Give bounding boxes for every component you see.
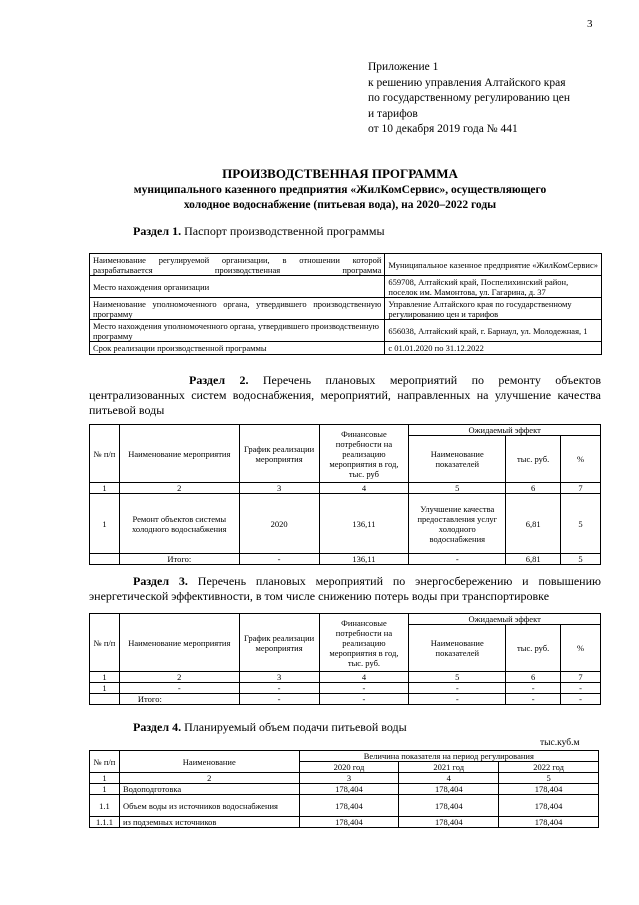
page-number: 3	[587, 18, 593, 30]
header-schedule: График реализации мероприятия	[239, 425, 319, 483]
row-value-2020: 178,404	[299, 817, 399, 828]
table-row	[90, 683, 601, 694]
column-number: 6	[506, 672, 561, 683]
column-number: 5	[409, 483, 506, 494]
header-effect: Ожидаемый эффект	[409, 425, 601, 436]
table-row	[90, 298, 602, 320]
passport-value: Управление Алтайского края по государственному регулированию цен и тарифов	[385, 298, 602, 320]
passport-name: Место нахождения организации	[90, 276, 385, 298]
column-number: 7	[561, 672, 601, 683]
column-number: 4	[399, 773, 499, 784]
document-title: ПРОИЗВОДСТВЕННАЯ ПРОГРАММА	[222, 166, 458, 181]
water-supply-volume-table	[89, 750, 599, 828]
energy-measures-table	[89, 613, 601, 705]
row-name: Ремонт объектов системы холодного водоснабжения	[119, 494, 239, 554]
section1-heading	[133, 224, 385, 239]
section2-label: Раздел 2.	[189, 373, 249, 387]
appendix-line: и тарифов	[368, 107, 418, 120]
passport-value: Муниципальное казенное предприятие «ЖилКомСервис»	[385, 254, 602, 276]
column-number: 4	[319, 672, 409, 683]
table-row	[90, 254, 602, 276]
appendix-line: от 10 декабря 2019 года № 441	[368, 123, 518, 135]
total-schedule: -	[239, 554, 319, 565]
column-number: 5	[499, 773, 599, 784]
row-num: 1.1	[90, 795, 120, 817]
column-number-row	[90, 773, 599, 784]
total-row	[90, 694, 601, 705]
row-effect-pct: 5	[561, 494, 601, 554]
header-name: Наименование мероприятия	[119, 614, 239, 672]
column-number: 1	[90, 773, 120, 784]
row-schedule: 2020	[239, 494, 319, 554]
passport-value: 659708, Алтайский край, Поспелихинский район, поселок им. Мамонтова, ул. Гагарина, д. 37	[385, 276, 602, 298]
header-name: Наименование	[119, 751, 299, 773]
column-number: 1	[90, 483, 120, 494]
subtitle-line-2: холодное водоснабжение (питьевая вода), на 2020–2022 годы	[183, 199, 497, 211]
section4-text: Планируемый объем подачи питьевой воды	[184, 720, 407, 734]
header-year-2020: 2020 год	[299, 762, 399, 773]
column-number: 3	[239, 483, 319, 494]
header-effect-pct: %	[561, 625, 601, 672]
column-number: 4	[319, 483, 409, 494]
column-number: 2	[119, 672, 239, 683]
total-effect-pct: 5	[561, 554, 601, 565]
row-value-2021: 178,404	[399, 795, 499, 817]
total-effect-rub: 6,81	[506, 554, 561, 565]
total-label: Итого:	[119, 694, 239, 705]
header-name: Наименование мероприятия	[119, 425, 239, 483]
appendix-line: к решению управления Алтайского края	[368, 76, 566, 89]
section4-heading	[133, 720, 407, 735]
header-num: № п/п	[90, 614, 120, 672]
row-name: Водоподготовка	[119, 784, 299, 795]
row-finance: 136,11	[319, 494, 409, 554]
header-num: № п/п	[90, 751, 120, 773]
header-year-2021: 2021 год	[399, 762, 499, 773]
table-row	[90, 342, 602, 355]
subtitle-line-1: муниципального казенного предприятия «ЖилКомСервис», осуществляющего	[133, 184, 547, 196]
header-effect-rub: тыс. руб.	[506, 436, 561, 483]
total-effect-name: -	[409, 554, 506, 565]
row-effect-name: -	[409, 683, 506, 694]
column-number: 6	[506, 483, 561, 494]
column-number: 2	[119, 773, 299, 784]
section3-heading	[89, 574, 601, 604]
row-value-2021: 178,404	[399, 784, 499, 795]
appendix-block	[368, 60, 570, 138]
total-row	[90, 554, 601, 565]
repair-measures-table	[89, 424, 601, 565]
row-value-2022: 178,404	[499, 784, 599, 795]
header-effect: Ожидаемый эффект	[409, 614, 601, 625]
passport-name: Наименование регулируемой организации, в отношении которой разрабатывается производственная программа	[90, 254, 385, 276]
section2-text: Перечень плановых мероприятий по ремонту объектов централизованных систем водоснабжения, мероприятий, направленных на улучшение качества питьевой воды	[89, 373, 601, 417]
row-num: 1.1.1	[90, 817, 120, 828]
total-effect-name: -	[409, 694, 506, 705]
section3-label: Раздел 3.	[133, 574, 188, 588]
total-finance: 136,11	[319, 554, 409, 565]
total-finance: -	[319, 694, 409, 705]
header-year-2022: 2022 год	[499, 762, 599, 773]
appendix-line: Приложение 1	[368, 61, 439, 73]
passport-value: с 01.01.2020 по 31.12.2022	[385, 342, 602, 355]
header-effect-rub: тыс. руб.	[506, 625, 561, 672]
row-num: 1	[90, 784, 120, 795]
column-number: 5	[409, 672, 506, 683]
total-effect-rub: -	[506, 694, 561, 705]
table-row	[90, 817, 599, 828]
table-row	[90, 320, 602, 342]
section2-heading	[89, 373, 601, 418]
table-row	[90, 784, 599, 795]
header-effect-name: Наименование показателей	[409, 436, 506, 483]
header-effect-name: Наименование показателей	[409, 625, 506, 672]
column-number: 2	[119, 483, 239, 494]
document-subtitle	[60, 183, 620, 213]
header-period: Величина показателя на период регулирования	[299, 751, 598, 762]
section4-label: Раздел 4.	[133, 720, 182, 734]
column-number-row	[90, 483, 601, 494]
row-finance: -	[319, 683, 409, 694]
row-effect-name: Улучшение качества предоставления услуг холодного водоснабжения	[409, 494, 506, 554]
row-num: 1	[90, 683, 120, 694]
section1-text: Паспорт производственной программы	[184, 224, 385, 238]
row-value-2020: 178,404	[299, 795, 399, 817]
header-effect-pct: %	[561, 436, 601, 483]
passport-name: Срок реализации производственной программы	[90, 342, 385, 355]
appendix-line: по государственному регулированию цен	[368, 92, 571, 104]
passport-table	[89, 253, 602, 355]
row-value-2022: 178,404	[499, 795, 599, 817]
unit-label: тыс.куб.м	[540, 738, 580, 748]
passport-name: Наименование уполномоченного органа, утвердившего производственную программу	[90, 298, 385, 320]
column-number: 3	[239, 672, 319, 683]
row-effect-rub: -	[506, 683, 561, 694]
row-num: 1	[90, 494, 120, 554]
column-number: 7	[561, 483, 601, 494]
row-effect-pct: -	[561, 683, 601, 694]
row-value-2021: 178,404	[399, 817, 499, 828]
total-label: Итого:	[119, 554, 239, 565]
passport-name: Место нахождения уполномоченного органа, утвердившего производственную программу	[90, 320, 385, 342]
passport-value: 656038, Алтайский край, г. Барнаул, ул. Молодежная, 1	[385, 320, 602, 342]
section3-text: Перечень плановых мероприятий по энергосбережению и повышению энергетической эффективности, в том числе снижению потерь воды при транспортировке	[89, 574, 601, 603]
column-number-row	[90, 672, 601, 683]
row-name: -	[119, 683, 239, 694]
column-number: 3	[299, 773, 399, 784]
row-value-2022: 178,404	[499, 817, 599, 828]
header-schedule: График реализации мероприятия	[239, 614, 319, 672]
header-num: № п/п	[90, 425, 120, 483]
row-value-2020: 178,404	[299, 784, 399, 795]
table-row	[90, 795, 599, 817]
row-name: Объем воды из источников водоснабжения	[119, 795, 299, 817]
total-schedule: -	[239, 694, 319, 705]
row-effect-rub: 6,81	[506, 494, 561, 554]
section1-label: Раздел 1.	[133, 224, 182, 238]
column-number: 1	[90, 672, 120, 683]
total-effect-pct: -	[561, 694, 601, 705]
header-finance: Финансовые потребности на реализацию мероприятия в год, тыс. руб	[319, 425, 409, 483]
table-row	[90, 276, 602, 298]
table-row	[90, 494, 601, 554]
header-finance: Финансовые потребности на реализацию мероприятия в год, тыс. руб.	[319, 614, 409, 672]
row-schedule: -	[239, 683, 319, 694]
row-name: из подземных источников	[119, 817, 299, 828]
